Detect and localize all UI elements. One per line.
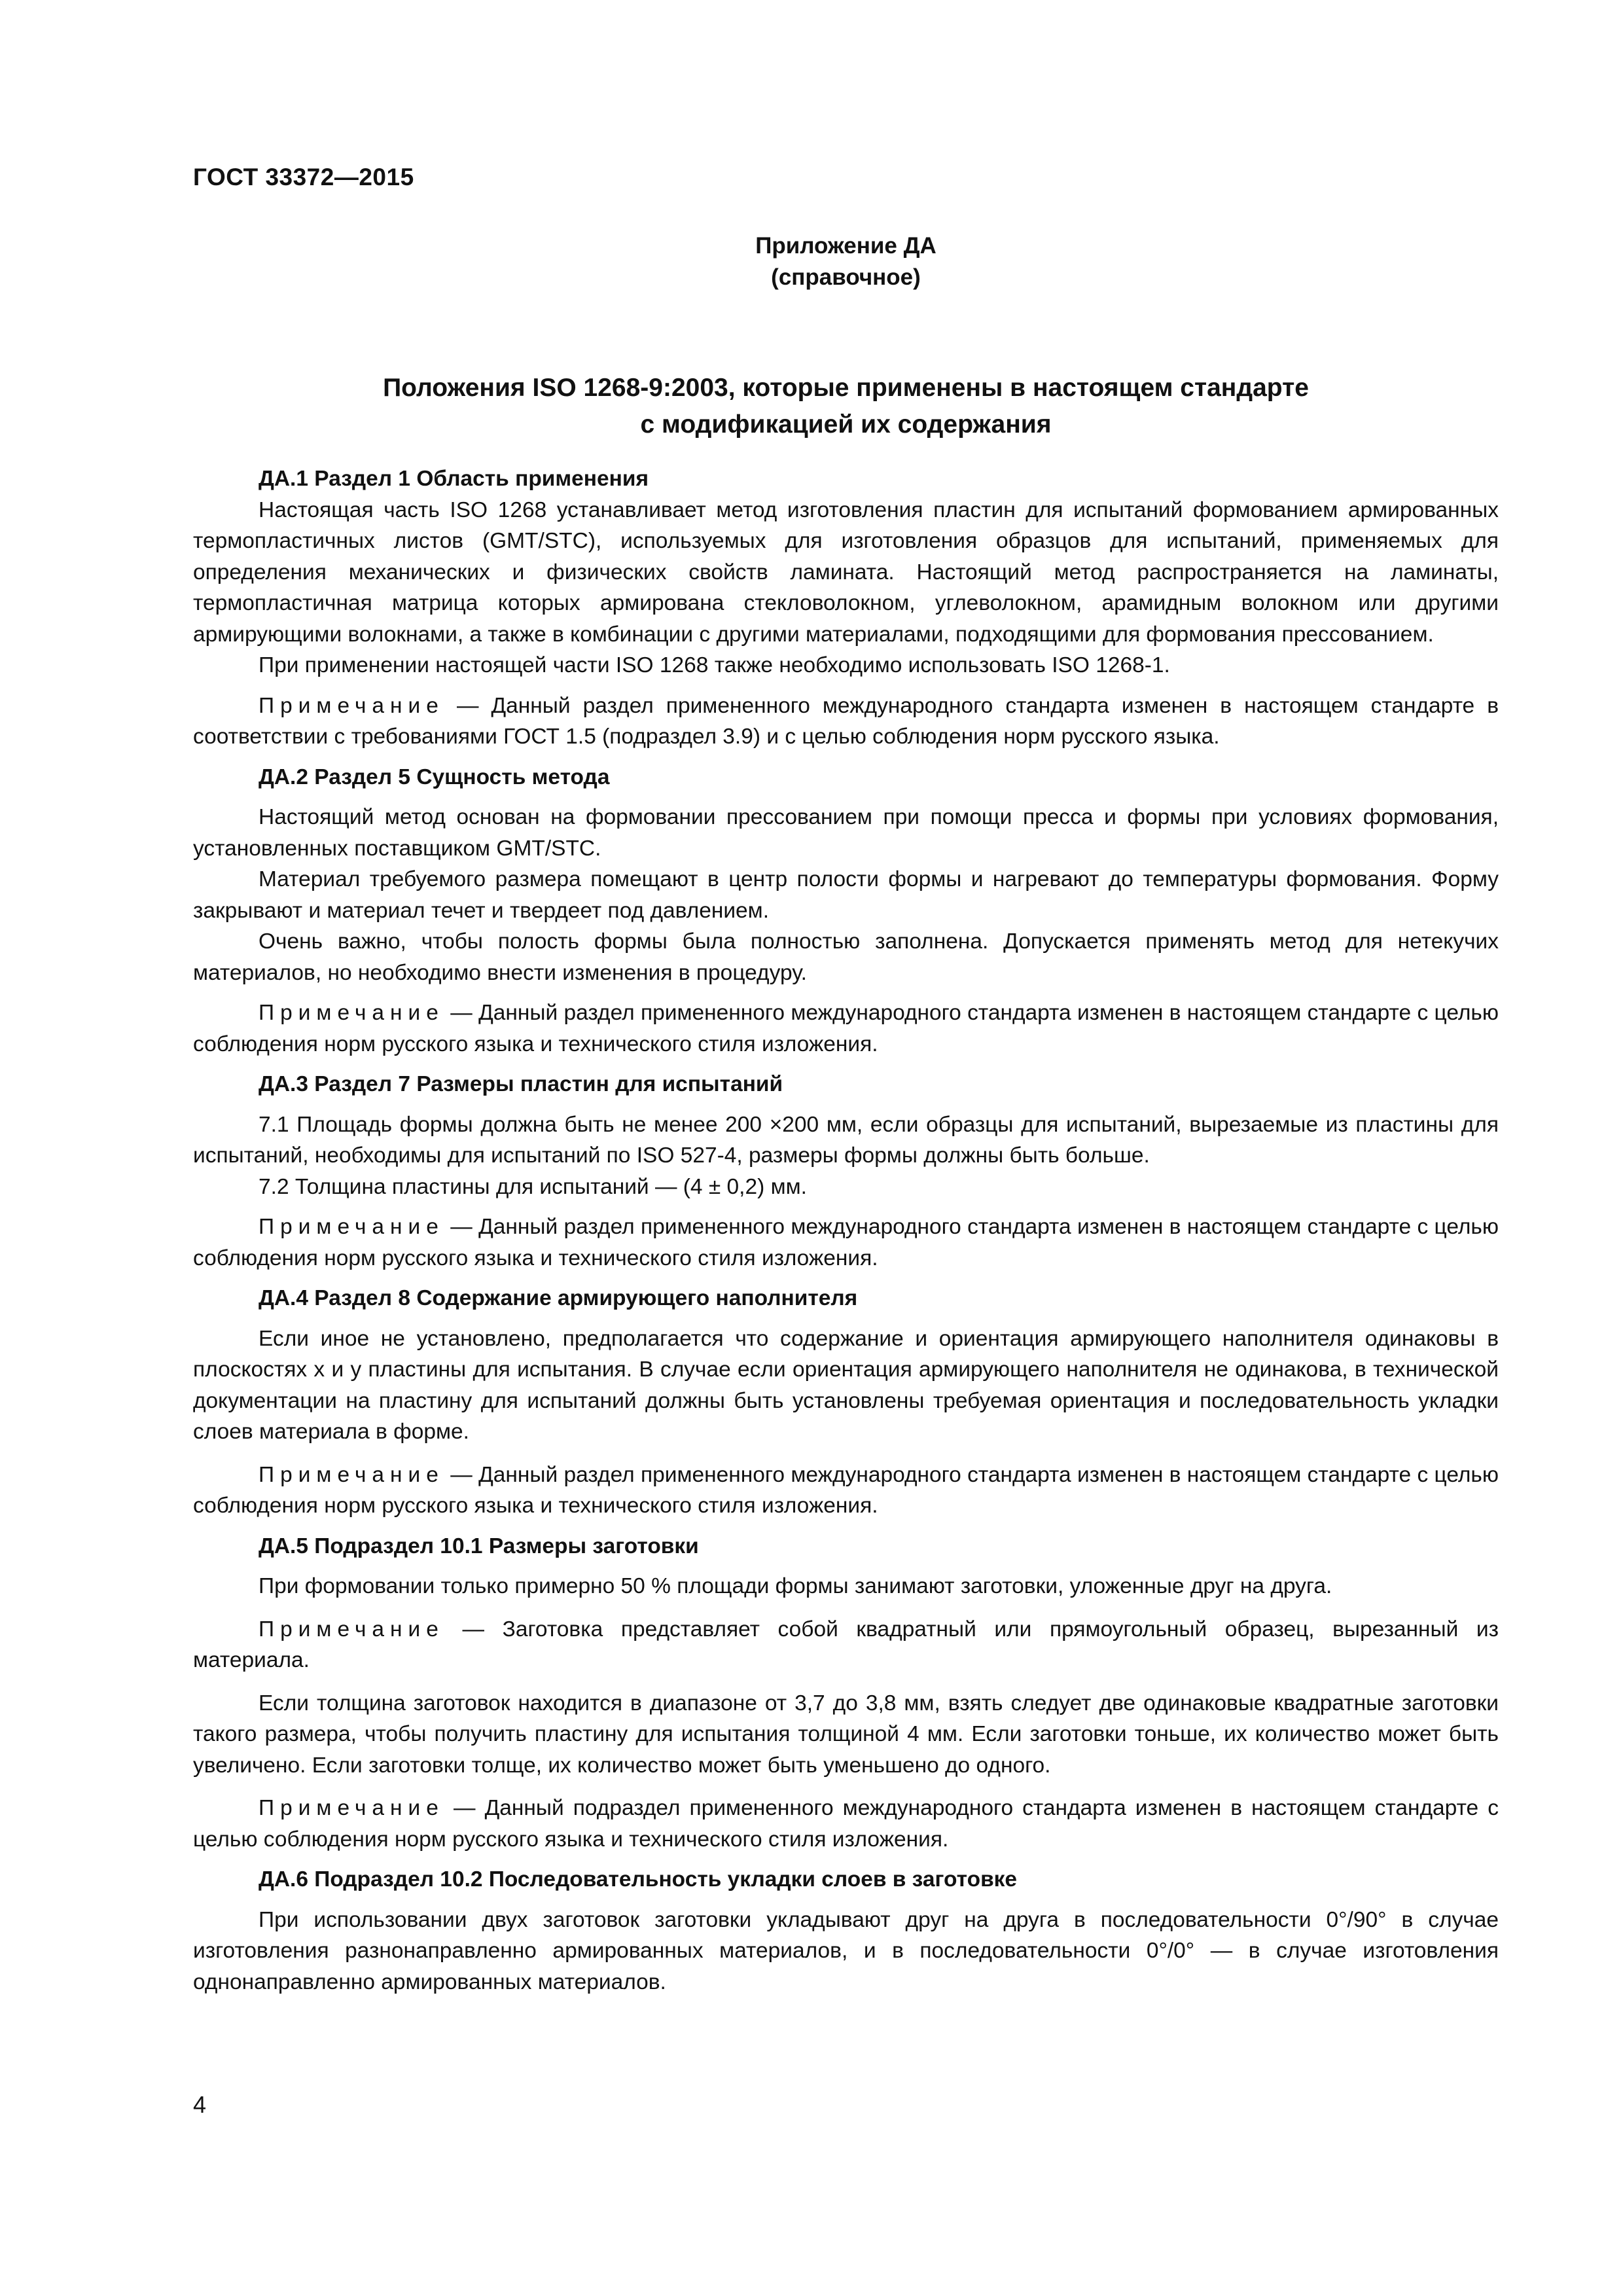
note-label: Примечание — [259, 1617, 444, 1641]
note-label: Примечание — [259, 1462, 444, 1487]
document-page — [193, 0, 1499, 2296]
annex-label — [193, 230, 1499, 293]
annex-title-line-1: Положения ISO 1268-9:2003, которые применены в настоящем стандарте — [383, 374, 1309, 402]
note — [193, 1614, 1499, 1676]
note — [193, 691, 1499, 753]
note-text: — Данный раздел примененного международного стандарта изменен в настоящем стандарте с целью соблюдения норм русского языка и технического стиля изложения. — [193, 1001, 1499, 1056]
section-heading-da1: ДА.1 Раздел 1 Область применения — [259, 467, 649, 491]
paragraph: 7.2 Толщина пластины для испытаний — (4 ± 0,2) мм. — [259, 1174, 807, 1199]
section-heading-da4: ДА.4 Раздел 8 Содержание армирующего наполнителя — [259, 1286, 858, 1310]
paragraph: При применении настоящей части ISO 1268 также необходимо использовать ISO 1268-1. — [259, 653, 1170, 677]
note — [193, 1211, 1499, 1274]
section-heading-da5: ДА.5 Подраздел 10.1 Размеры заготовки — [259, 1534, 699, 1558]
section-heading-da3: ДА.3 Раздел 7 Размеры пластин для испытаний — [259, 1072, 783, 1096]
page-number: 4 — [193, 2091, 207, 2118]
note-text: — Данный подраздел примененного международного стандарта изменен в настоящем стандарте с целью соблюдения норм русского языка и технического стиля изложения. — [193, 1796, 1499, 1852]
paragraph: При использовании двух заготовок заготовки укладывают друг на друга в последовательности 0°/90° в случае изготовления разнонаправленно армированных материалов, и в последовательности 0°/0° — в случае изготовления однонаправленно армированных материалов. — [193, 1907, 1499, 1994]
annex-title-line-2: с модификацией их содержания — [640, 410, 1052, 439]
note-label: Примечание — [259, 1215, 444, 1239]
annex-name: Приложение ДА — [755, 233, 936, 259]
document-body — [193, 463, 1499, 1998]
paragraph: Если толщина заготовок находится в диапазоне от 3,7 до 3,8 мм, взять следует две одинаковые квадратные заготовки такого размера, чтобы получить пластину для испытания толщиной 4 мм. Если заготовки тоньше, их количество может быть увеличено. Если заготовки толще, их количество может быть уменьшено до одного. — [193, 1691, 1499, 1778]
section-heading-da6: ДА.6 Подраздел 10.2 Последовательность укладки слоев в заготовке — [259, 1867, 1018, 1892]
note — [193, 997, 1499, 1060]
paragraph: 7.1 Площадь формы должна быть не менее 200 ×200 мм, если образцы для испытаний, вырезаемые из пластины для испытаний, необходимы для испытаний по ISO 527-4, размеры формы должны быть больше. — [193, 1112, 1499, 1168]
note-label: Примечание — [259, 693, 444, 718]
note — [193, 1793, 1499, 1855]
paragraph: Настоящий метод основан на формовании прессованием при помощи пресса и формы при условиях формования, установленных поставщиком GMT/STC. — [193, 805, 1499, 861]
document-code: ГОСТ 33372—2015 — [193, 164, 414, 190]
paragraph: Настоящая часть ISO 1268 устанавливает метод изготовления пластин для испытаний формованием армированных термопластичных листов (GMT/STC), используемых для изготовления образцов для испытаний, применяемых для определения механических и физических свойств ламината. Настоящий метод распространяется на ламинаты, термопластичная матрица которых армирована стекловолокном, углеволокном, арамидным волокном или другими армирующими волокнами, а также в комбинации с другими материалами, подходящими для формования прессованием. — [193, 497, 1499, 647]
note-label: Примечание — [259, 1796, 444, 1820]
paragraph: Материал требуемого размера помещают в центр полости формы и нагревают до температуры формования. Форму закрывают и материал течет и твердеет под давлением. — [193, 867, 1499, 923]
paragraph: При формовании только примерно 50 % площади формы занимают заготовки, уложенные друг на друга. — [259, 1574, 1332, 1598]
note-text: — Заготовка представляет собой квадратный или прямоугольный образец, вырезанный из материала. — [193, 1617, 1499, 1672]
note-text: — Данный раздел примененного международного стандарта изменен в настоящем стандарте в соответствии с требованиями ГОСТ 1.5 (подраздел 3.9) и с целью соблюдения норм русского языка. — [193, 693, 1499, 749]
note-text: — Данный раздел примененного международного стандарта изменен в настоящем стандарте с целью соблюдения норм русского языка и технического стиля изложения. — [193, 1462, 1499, 1518]
annex-title — [193, 370, 1499, 443]
paragraph: Очень важно, чтобы полость формы была полностью заполнена. Допускается применять метод для нетекучих материалов, но необходимо внести изменения в процедуру. — [193, 929, 1499, 985]
annex-status: (справочное) — [771, 264, 921, 290]
note-label: Примечание — [259, 1001, 444, 1025]
section-heading-da2: ДА.2 Раздел 5 Сущность метода — [259, 764, 610, 789]
paragraph: Если иное не установлено, предполагается что содержание и ориентация армирующего наполнителя одинаковы в плоскостях x и y пластины для испытания. В случае если ориентация армирующего наполнителя не одинакова, в технической документации на пластину для испытаний должны быть установлены требуемая ориентация и последовательность укладки слоев материала в форме. — [193, 1326, 1499, 1444]
note — [193, 1460, 1499, 1522]
note-text: — Данный раздел примененного международного стандарта изменен в настоящем стандарте с целью соблюдения норм русского языка и технического стиля изложения. — [193, 1215, 1499, 1270]
